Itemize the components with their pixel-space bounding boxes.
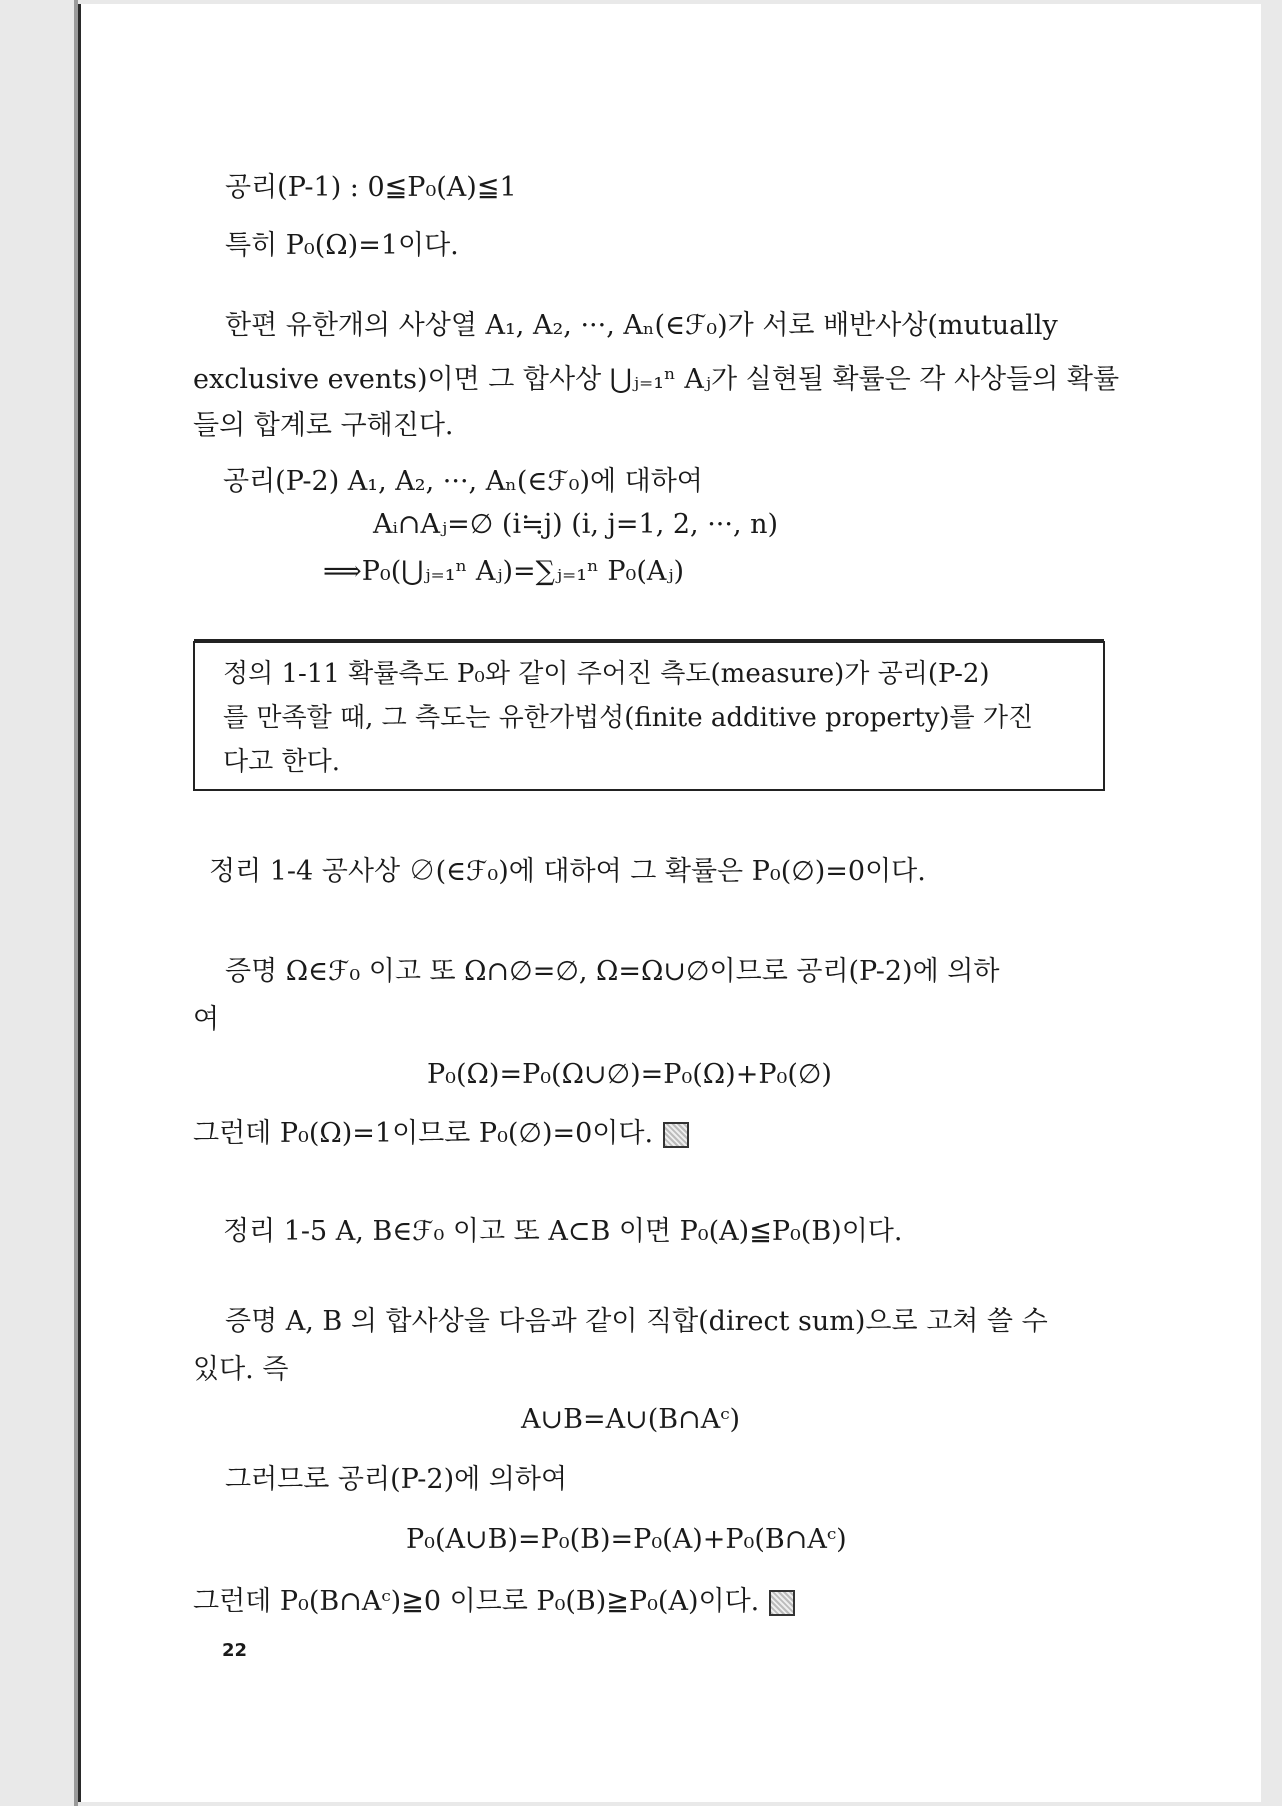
definition-box <box>193 641 1105 791</box>
proof-line: 그러므로 공리(P-2)에 의하여 <box>225 1464 568 1495</box>
proof-end-text: 그런데 P₀(Ω)=1이므로 P₀(∅)=0이다. <box>193 1118 654 1149</box>
proof-equation: P₀(Ω)=P₀(Ω∪∅)=P₀(Ω)+P₀(∅) <box>427 1059 832 1090</box>
proof-equation: P₀(A∪B)=P₀(B)=P₀(A)+P₀(B∩Aᶜ) <box>406 1524 847 1555</box>
document-page <box>78 4 1261 1802</box>
proof-end-line <box>193 1586 795 1618</box>
theorem-1-4: 정리 1-4 공사상 ∅(∈ℱ₀)에 대하여 그 확률은 P₀(∅)=0이다. <box>209 856 926 887</box>
page-number: 22 <box>222 1640 248 1661</box>
qed-icon <box>663 1122 689 1148</box>
proof-line: 증명 A, B 의 합사상을 다음과 같이 직합(direct sum)으로 고쳐 쓸 수 <box>225 1306 1048 1337</box>
definition-line: 를 만족할 때, 그 측도는 유한가법성(finite additive property)를 가진 <box>223 703 1034 733</box>
axiom-p1-line: 공리(P-1) : 0≦P₀(A)≦1 <box>225 172 517 203</box>
qed-icon <box>769 1590 795 1616</box>
theorem-1-5: 정리 1-5 A, B∈ℱ₀ 이고 또 A⊂B 이면 P₀(A)≦P₀(B)이다. <box>223 1216 903 1247</box>
definition-line: 정의 1-11 확률측도 P₀와 같이 주어진 측도(measure)가 공리(P-2) <box>223 659 990 689</box>
proof-line: 있다. 즉 <box>193 1354 289 1385</box>
axiom-p2-conclusion: ⟹P₀(⋃ⱼ₌₁ⁿ Aⱼ)=∑ⱼ₌₁ⁿ P₀(Aⱼ) <box>323 556 685 587</box>
paragraph-line: 들의 합계로 구해진다. <box>193 410 454 441</box>
paragraph-line: 한편 유한개의 사상열 A₁, A₂, ···, Aₙ(∈ℱ₀)가 서로 배반사상(mutually <box>225 310 1058 341</box>
proof-end-text: 그런데 P₀(B∩Aᶜ)≧0 이므로 P₀(B)≧P₀(A)이다. <box>193 1586 760 1617</box>
definition-line: 다고 한다. <box>223 747 340 777</box>
paragraph-line: exclusive events)이면 그 합사상 ⋃ⱼ₌₁ⁿ Aⱼ가 실현될 확률은 각 사상들의 확률 <box>193 364 1120 395</box>
axiom-p2-condition: Aᵢ∩Aⱼ=∅ (i≒j) (i, j=1, 2, ···, n) <box>373 509 779 540</box>
proof-line: 여 <box>193 1004 220 1035</box>
axiom-p2-line: 공리(P-2) A₁, A₂, ···, Aₙ(∈ℱ₀)에 대하여 <box>223 466 703 497</box>
proof-equation: A∪B=A∪(B∩Aᶜ) <box>521 1404 741 1435</box>
proof-end-line <box>193 1118 689 1150</box>
proof-line: 증명 Ω∈ℱ₀ 이고 또 Ω∩∅=∅, Ω=Ω∪∅이므로 공리(P-2)에 의하 <box>225 956 1000 987</box>
especially-line: 특히 P₀(Ω)=1이다. <box>225 230 459 261</box>
